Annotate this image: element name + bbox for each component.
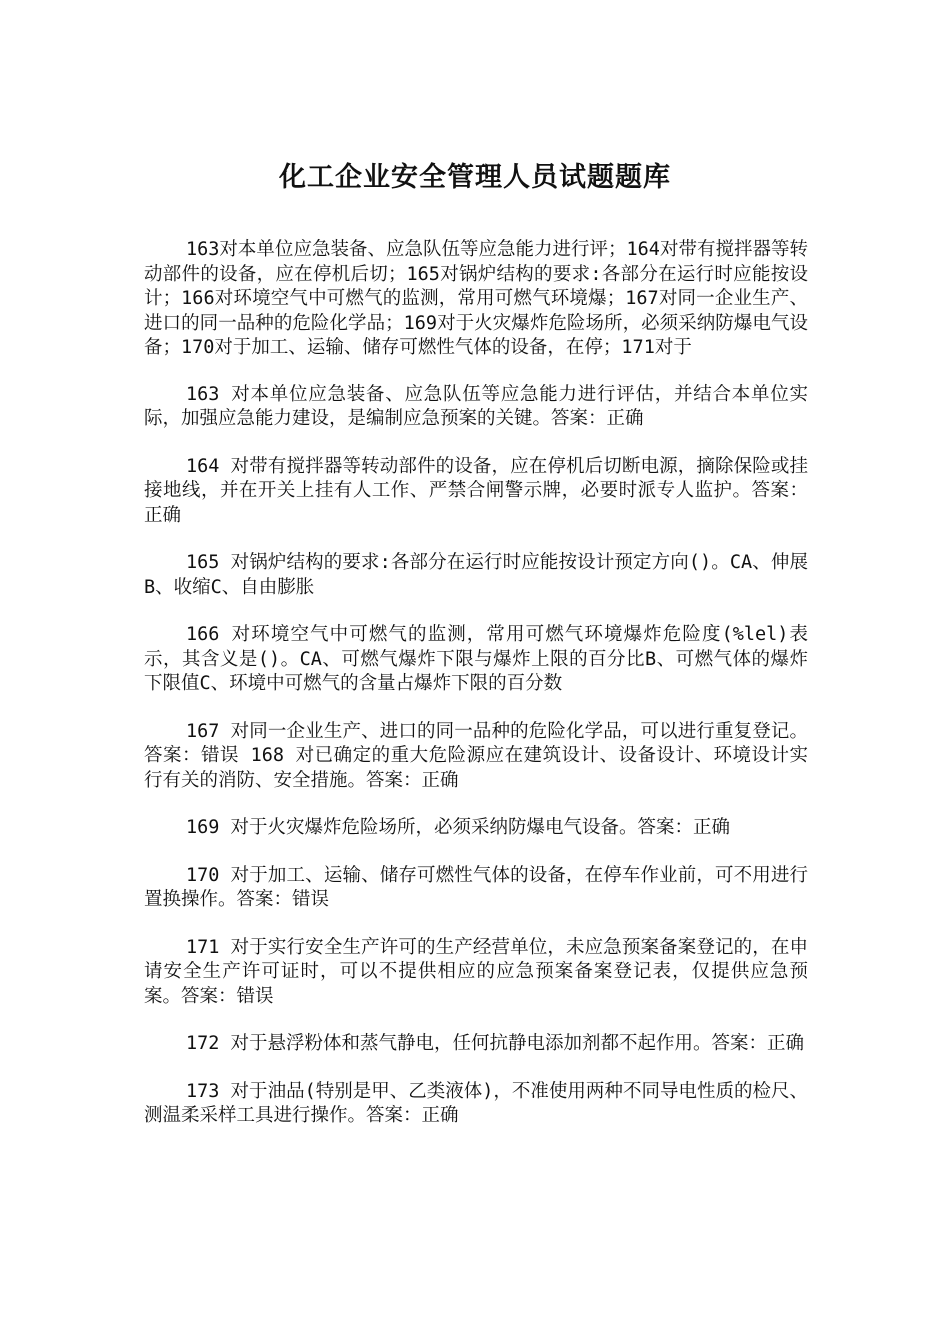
question-164: 164 对带有搅拌器等转动部件的设备，应在停机后切断电源，摘除保险或挂接地线，并在开关上挂有人工作、严禁合闸警示牌，必要时派专人监护。答案：正确 bbox=[144, 455, 808, 526]
document-title: 化工企业安全管理人员试题题库 bbox=[279, 162, 671, 193]
document-body bbox=[144, 238, 808, 1152]
question-163: 163 对本单位应急装备、应急队伍等应急能力进行评估，并结合本单位实际，加强应急能力建设，是编制应急预案的关键。答案：正确 bbox=[144, 383, 808, 429]
question-166: 166 对环境空气中可燃气的监测，常用可燃气环境爆炸危险度(%lel)表示，其含义是()。CA、可燃气爆炸下限与爆炸上限的百分比B、可燃气体的爆炸下限值C、环境中可燃气的含量占爆炸下限的百分数 bbox=[144, 624, 808, 694]
question-172: 172 对于悬浮粉体和蒸气静电，任何抗静电添加剂都不起作用。答案：正确 bbox=[186, 1033, 805, 1054]
question-170: 170 对于加工、运输、储存可燃性气体的设备，在停车作业前，可不用进行置换操作。答案：错误 bbox=[144, 864, 808, 910]
question-167-168: 167 对同一企业生产、进口的同一品种的危险化学品，可以进行重复登记。答案：错误 168 对已确定的重大危险源应在建筑设计、设备设计、环境设计实行有关的消防、安全措施。答案：正确 bbox=[144, 720, 808, 791]
question-173: 173 对于油品(特别是甲、乙类液体)，不准使用两种不同导电性质的检尺、测温柔采样工具进行操作。答案：正确 bbox=[144, 1080, 808, 1126]
question-169: 169 对于火灾爆炸危险场所，必须采纳防爆电气设备。答案：正确 bbox=[186, 817, 731, 838]
question-171: 171 对于实行安全生产许可的生产经营单位，未应急预案备案登记的，在申请安全生产许可证时，可以不提供相应的应急预案备案登记表，仅提供应急预案。答案：错误 bbox=[144, 936, 808, 1007]
question-165: 165 对锅炉结构的要求:各部分在运行时应能按设计预定方向()。CA、伸展B、收缩C、自由膨胀 bbox=[144, 552, 808, 598]
summary-paragraph: 163对本单位应急装备、应急队伍等应急能力进行评；164对带有搅拌器等转动部件的设备，应在停机后切；165对锅炉结构的要求:各部分在运行时应能按设计；166对环境空气中可燃气的监测，常用可燃气环境爆；167对同一企业生产、进口的同一品种的危险化学品；169对于火灾爆炸危险场所，必须采纳防爆电气设备；170对于加工、运输、储存可燃性气体的设备，在停；171对于 bbox=[144, 239, 808, 358]
